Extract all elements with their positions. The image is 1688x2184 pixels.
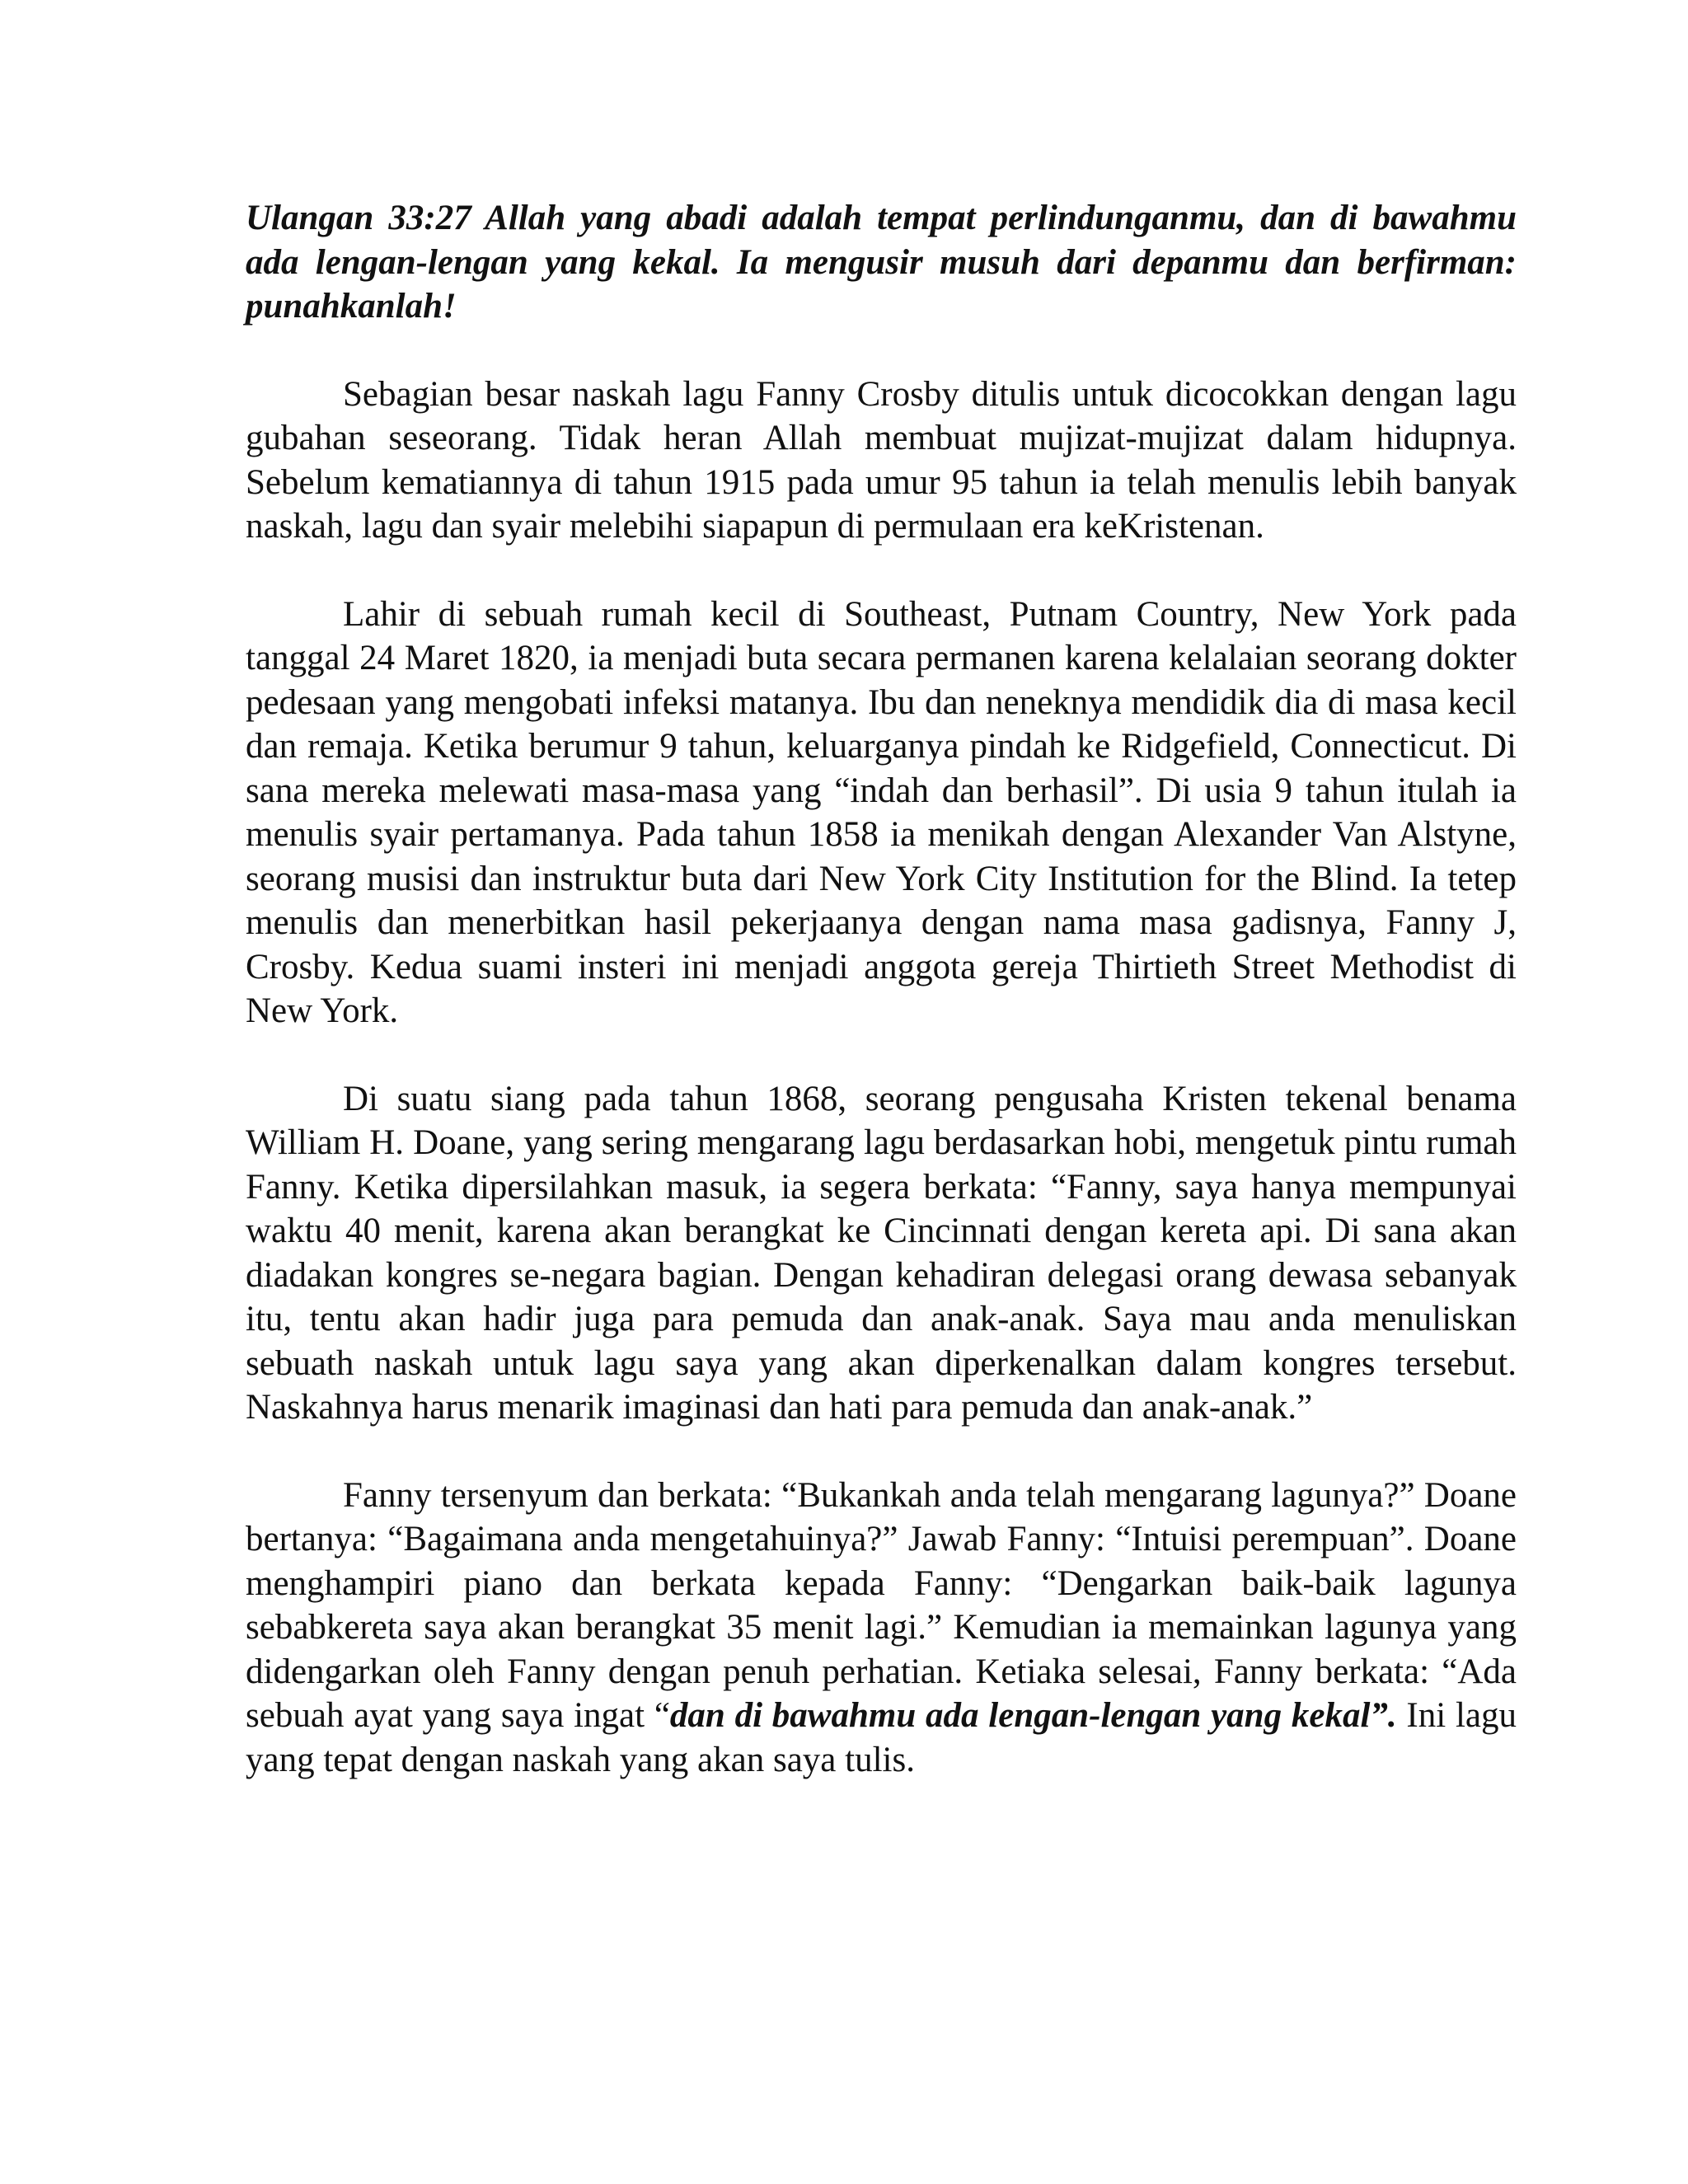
conversation-ending: Ini lagu yang tepat dengan naskah yang akan saya tulis. (246, 1696, 1517, 1779)
conversation-text: Fanny tersenyum dan berkata: “Bukankah anda telah mengarang lagunya?” Doane bertanya: “Bagaimana anda mengetahuinya?” Jawab Fanny: “Intuisi perempuan”. Doane menghampiri piano dan berkata kepada Fanny: “Dengarkan baik-baik lagunya sebabkereta saya akan berangkat 35 menit lagi.” Kemudian ia memainkan lagunya yang didengarkan oleh Fanny dengan penuh perhatian. Ketiaka selesai, Fanny berkata: “Ada sebuah ayat yang saya ingat “ (246, 1475, 1517, 1735)
bible-verse-heading: Ulangan 33:27 Allah yang abadi adalah tempat perlindunganmu, dan di bawahmu ada lengan-lengan yang kekal. Ia mengusir musuh dari depanmu dan berfirman: punahkanlah! (246, 199, 1517, 326)
document-page (246, 196, 1517, 1825)
paragraph-doane-visit: Di suatu siang pada tahun 1868, seorang pengusaha Kristen tekenal benama William H. Doane, yang sering mengarang lagu berdasarkan hobi, mengetuk pintu rumah Fanny. Ketika dipersilahkan masuk, ia segera berkata: “Fanny, saya hanya mempunyai waktu 40 menit, karena akan berangkat ke Cincinnati dengan kereta api. Di sana akan diadakan kongres se-negara bagian. Dengan kehadiran delegasi orang dewasa sebanyak itu, tentu akan hadir juga para pemuda dan anak-anak. Saya mau anda menuliskan sebuath naskah untuk lagu saya yang akan diperkenalkan dalam kongres tersebut. Naskahnya harus menarik imaginasi dan hati para pemuda dan anak-anak.” (246, 1079, 1517, 1427)
paragraph-intro: Sebagian besar naskah lagu Fanny Crosby ditulis untuk dicocokkan dengan lagu gubahan seseorang. Tidak heran Allah membuat mujizat-mujizat dalam hidupnya. Sebelum kematiannya di tahun 1915 pada umur 95 tahun ia telah menulis lebih banyak naskah, lagu dan syair melebihi siapapun di permulaan era keKristenan. (246, 374, 1517, 546)
paragraph-conversation (246, 1474, 1517, 1783)
verse-quote-emphasis: dan di bawahmu ada lengan-lengan yang kekal”. (669, 1696, 1397, 1735)
paragraph-biography: Lahir di sebuah rumah kecil di Southeast, Putnam Country, New York pada tanggal 24 Maret 1820, ia menjadi buta secara permanen karena kelalaian seorang dokter pedesaan yang mengobati infeksi matanya. Ibu dan neneknya mendidik dia di masa kecil dan remaja. Ketika berumur 9 tahun, keluarganya pindah ke Ridgefield, Connecticut. Di sana mereka melewati masa-masa yang “indah dan berhasil”. Di usia 9 tahun itulah ia menulis syair pertamanya. Pada tahun 1858 ia menikah dengan Alexander Van Alstyne, seorang musisi dan instruktur buta dari New York City Institution for the Blind. Ia tetep menulis dan menerbitkan hasil pekerjaanya dengan nama masa gadisnya, Fanny J, Crosby. Kedua suami insteri ini menjadi anggota gereja Thirtieth Street Methodist di New York. (246, 594, 1517, 1030)
